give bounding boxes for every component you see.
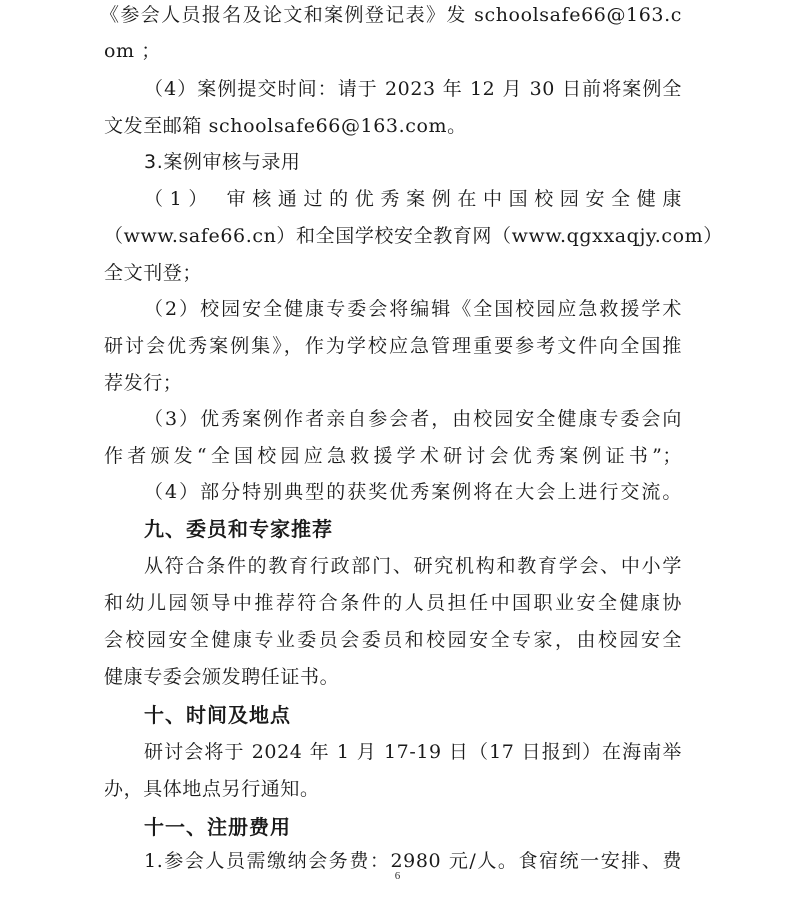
body-text-line: 健康专委会颁发聘任证书。 xyxy=(104,666,340,688)
body-text-line: 1.参会人员需缴纳会务费：2980 元/人。食宿统一安排、费 xyxy=(144,850,682,872)
body-text-line: 研讨会优秀案例集》，作为学校应急管理重要参考文件向全国推 xyxy=(104,335,682,357)
section-heading: 九、委员和专家推荐 xyxy=(144,517,333,541)
page-number: 6 xyxy=(394,870,401,882)
body-text-line: 全文刊登； xyxy=(104,262,203,284)
body-text-line: 《参会人员报名及论文和案例登记表》发 schoolsafe66@163.c xyxy=(100,4,682,26)
body-text-line: 研讨会将于 2024 年 1 月 17-19 日（17 日报到）在海南举 xyxy=(144,741,682,763)
body-text-line: om ； xyxy=(104,40,161,62)
body-text-line: 和幼儿园领导中推荐符合条件的人员担任中国职业安全健康协 xyxy=(104,592,682,614)
section-heading: 十一、注册费用 xyxy=(144,815,291,839)
body-text-line: 会校园安全健康专业委员会委员和校园安全专家，由校园安全 xyxy=(104,629,682,651)
section-subheading: 3.案例审核与录用 xyxy=(144,151,301,173)
body-text-line: 文发至邮箱 schoolsafe66@163.com。 xyxy=(104,115,467,137)
body-text-line: （1） 审核通过的优秀案例在中国校园安全健康 xyxy=(144,188,682,210)
body-text-line: （2）校园安全健康专委会将编辑《全国校园应急救援学术 xyxy=(144,298,682,320)
body-text-line: （4）案例提交时间：请于 2023 年 12 月 30 日前将案例全 xyxy=(144,78,682,100)
section-heading: 十、时间及地点 xyxy=(144,703,291,727)
body-text-line: 从符合条件的教育行政部门、研究机构和教育学会、中小学 xyxy=(144,555,682,577)
body-text-line: （www.safe66.cn）和全国学校安全教育网（www.qgxxaqjy.com） xyxy=(104,225,723,247)
body-text-line: （4）部分特别典型的获奖优秀案例将在大会上进行交流。 xyxy=(144,481,682,503)
body-text-line: 办，具体地点另行通知。 xyxy=(104,778,320,800)
body-text-line: 荐发行； xyxy=(104,372,183,394)
body-text-line: 作者颁发“全国校园应急救援学术研讨会优秀案例证书”； xyxy=(104,445,682,467)
body-text-line: （3）优秀案例作者亲自参会者，由校园安全健康专委会向 xyxy=(144,408,682,430)
